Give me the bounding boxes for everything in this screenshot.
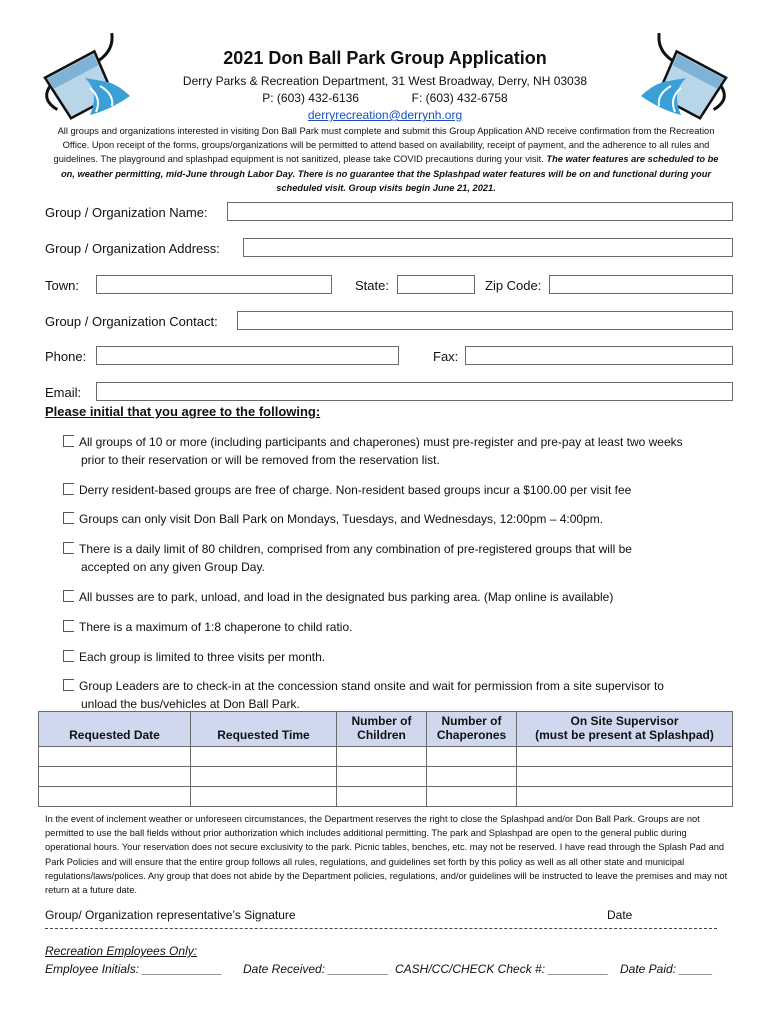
- initial-checkbox[interactable]: [63, 512, 74, 524]
- fax-label: Fax:: [433, 349, 459, 364]
- table-header-row: [39, 712, 733, 747]
- org-name-input[interactable]: [227, 202, 733, 221]
- state-label: State:: [355, 278, 389, 293]
- col-requested-date: Requested Date: [39, 712, 191, 747]
- signature-label: Group/ Organization representative’s Signature: [45, 908, 296, 922]
- agreement-item: There is a maximum of 1:8 chaperone to child ratio.: [63, 618, 743, 636]
- intro-paragraph: [48, 124, 724, 195]
- fax-number: F: (603) 432-6758: [411, 91, 508, 105]
- schedule-table: [38, 711, 733, 807]
- intro-emphasis: The water features are scheduled to be on, weather permitting, mid-June through Labor Day. There is no guarantee that the Splashpad water features will be on and functional during your scheduled visit. Group visits begin June 21, 2021.: [61, 154, 719, 193]
- phone-label: Phone:: [45, 349, 87, 364]
- date-paid: Date Paid: _____: [620, 962, 713, 976]
- date-received: Date Received: _________: [243, 962, 389, 976]
- email-link[interactable]: derryrecreation@derrynh.org: [307, 108, 463, 122]
- signature-line: [45, 928, 717, 929]
- agreement-item: Group Leaders are to check-in at the concession stand onsite and wait for permission from a site supervisor to unload the bus/vehicles at Don Ball Park.: [63, 677, 743, 713]
- org-address-label: Group / Organization Address:: [45, 241, 220, 256]
- town-input[interactable]: [96, 275, 332, 294]
- date-label: Date: [607, 908, 633, 922]
- initial-checkbox[interactable]: [63, 679, 74, 691]
- col-requested-time: Requested Time: [191, 712, 337, 747]
- table-cell[interactable]: [517, 767, 733, 787]
- initial-checkbox[interactable]: [63, 435, 74, 447]
- town-label: Town:: [45, 278, 79, 293]
- table-cell[interactable]: [191, 747, 337, 767]
- contact-input[interactable]: [237, 311, 733, 330]
- payment-method: CASH/CC/CHECK Check #: _________: [395, 962, 609, 976]
- agreement-item: All groups of 10 or more (including participants and chaperones) must pre-register and pre-pay at least two weeks prior to their reservation or will be removed from the reservation list.: [63, 433, 743, 469]
- table-cell[interactable]: [517, 787, 733, 807]
- col-site-supervisor: On Site Supervisor (must be present at Splashpad): [517, 712, 733, 747]
- zip-input[interactable]: [549, 275, 733, 294]
- contact-numbers: [0, 91, 770, 105]
- office-use-row: [45, 962, 735, 976]
- table-cell[interactable]: [517, 747, 733, 767]
- phone-input[interactable]: [96, 346, 399, 365]
- initial-checkbox[interactable]: [63, 590, 74, 602]
- table-cell[interactable]: [191, 787, 337, 807]
- department-address: Derry Parks & Recreation Department, 31 West Broadway, Derry, NH 03038: [182, 74, 588, 88]
- policy-paragraph: In the event of inclement weather or unforeseen circumstances, the Department reserves the right to close the Splashpad and/or Don Ball Park. Groups are not permitted to use the ball fields without prior authorization which includes additional permitting. The park and Splashpad are open to the general public during operational hours. Your reservation does not secure exclusivity to the park. Picnic tables, benches, etc. may not be reserved. I have read through the Splash Pad and Park Policies and will ensure that the entire group follows all rules, regulations, and guidelines set forth by this policy as well as all other state and municipal regulations/laws/polices. Any group that does not abide by the Department policies, regulations, and/or guidelines will be instructed to leave the premises and may not return at a future date.: [45, 814, 728, 896]
- org-name-label: Group / Organization Name:: [45, 205, 208, 220]
- col-number-chaperones: Number of Chaperones: [427, 712, 517, 747]
- table-cell[interactable]: [337, 767, 427, 787]
- phone-number: P: (603) 432-6136: [262, 91, 359, 105]
- table-cell[interactable]: [191, 767, 337, 787]
- table-row: [39, 767, 733, 787]
- email-label: Email:: [45, 385, 82, 400]
- table-row: [39, 787, 733, 807]
- agreement-item: All busses are to park, unload, and load in the designated bus parking area. (Map online is available): [63, 588, 743, 606]
- page-title: 2021 Don Ball Park Group Application: [223, 48, 547, 68]
- office-use-heading: Recreation Employees Only:: [45, 944, 198, 958]
- initial-checkbox[interactable]: [63, 620, 74, 632]
- contact-label: Group / Organization Contact:: [45, 314, 218, 329]
- fax-input[interactable]: [465, 346, 733, 365]
- col-number-children: Number of Children: [337, 712, 427, 747]
- agreement-item: Derry resident-based groups are free of charge. Non-resident based groups incur a $100.00 per visit fee: [63, 481, 743, 499]
- initial-checkbox[interactable]: [63, 650, 74, 662]
- table-cell[interactable]: [39, 767, 191, 787]
- initial-checkbox[interactable]: [63, 542, 74, 554]
- email-input[interactable]: [96, 382, 733, 401]
- zip-label: Zip Code:: [485, 278, 542, 293]
- table-cell[interactable]: [337, 747, 427, 767]
- intro-text: All groups and organizations interested in visiting Don Ball Park must complete and submit this Group Application AND receive confirmation from the Recreation Office. Upon receipt of the forms, groups/organizations will be permitted to attend based on availability, receipt of payment, and the adherence to all rules and guidelines. The playground and splashpad equipment is not sanitized, please take COVID precautions during your visit.: [53, 126, 715, 165]
- table-cell[interactable]: [427, 747, 517, 767]
- signature-row: [45, 908, 735, 922]
- table-cell[interactable]: [39, 747, 191, 767]
- agreement-item: Groups can only visit Don Ball Park on Mondays, Tuesdays, and Wednesdays, 12:00pm – 4:00pm.: [63, 510, 743, 528]
- agreement-item: There is a daily limit of 80 children, comprised from any combination of pre-registered groups that will be accepted on any given Group Day.: [63, 540, 743, 576]
- state-input[interactable]: [397, 275, 475, 294]
- initial-checkbox[interactable]: [63, 483, 74, 495]
- table-cell[interactable]: [427, 787, 517, 807]
- employee-initials: Employee Initials: ____________: [45, 962, 223, 976]
- table-cell[interactable]: [337, 787, 427, 807]
- org-address-input[interactable]: [243, 238, 733, 257]
- table-cell[interactable]: [427, 767, 517, 787]
- agreement-heading: Please initial that you agree to the following:: [45, 404, 321, 419]
- table-row: [39, 747, 733, 767]
- email-line: [0, 108, 770, 122]
- agreement-item: Each group is limited to three visits per month.: [63, 648, 743, 666]
- table-cell[interactable]: [39, 787, 191, 807]
